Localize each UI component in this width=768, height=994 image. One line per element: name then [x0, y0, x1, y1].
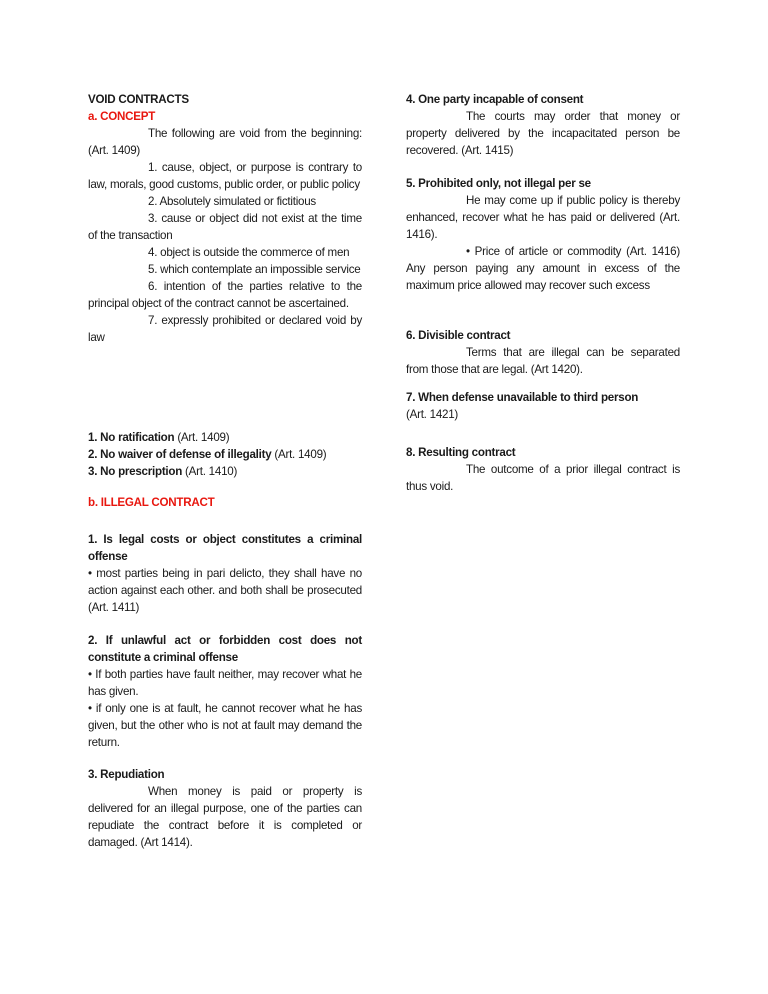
doc-title: VOID CONTRACTS: [88, 93, 189, 106]
concept-item: 1. cause, object, or purpose is contrary to law, morals, good customs, public order, or public policy: [88, 161, 362, 191]
section-ref: (Art. 1421): [406, 408, 459, 421]
section-title: 4. One party incapable of consent: [406, 93, 584, 106]
illegal-section-5: [406, 175, 680, 294]
concept-item: 7. expressly prohibited or declared void by law: [88, 314, 362, 344]
illegal-section-7: [406, 389, 680, 423]
section-title: 3. Repudiation: [88, 768, 165, 781]
concept-item: 4. object is outside the commerce of men: [148, 246, 350, 259]
characteristic-item: 3. No prescription (Art. 1410): [88, 465, 238, 478]
characteristic-item: 1. No ratification (Art. 1409): [88, 431, 230, 444]
section-body: When money is paid or property is delivered for an illegal purpose, one of the parties can repudiate the contract before it is completed or damaged. (Art 1414).: [88, 785, 362, 849]
section-title: 7. When defense unavailable to third person: [406, 391, 639, 404]
characteristic-item: 2. No waiver of defense of illegality (Art. 1409): [88, 448, 327, 461]
section-title: 5. Prohibited only, not illegal per se: [406, 177, 591, 190]
section-title: 2. If unlawful act or forbidden cost does not constitute a criminal offense: [88, 634, 362, 664]
illegal-section-2: [88, 632, 362, 751]
illegal-heading: [88, 494, 362, 511]
illegal-section-3: [88, 766, 362, 851]
concept-item: 6. intention of the parties relative to the principal object of the contract cannot be ascertained.: [88, 280, 362, 310]
section-body: Terms that are illegal can be separated from those that are legal. (Art 1420).: [406, 346, 680, 376]
section-body: • most parties being in pari delicto, they shall have no action against each other. and both shall be prosecuted (Art. 1411): [88, 567, 362, 614]
section-bullet: • if only one is at fault, he cannot recover what he has given, but the other who is not at fault may demand the return.: [88, 702, 362, 749]
concept-item: 2. Absolutely simulated or fictitious: [148, 195, 316, 208]
illegal-section-4: [406, 91, 680, 159]
section-body: The outcome of a prior illegal contract is thus void.: [406, 463, 680, 493]
concept-heading: a. CONCEPT: [88, 110, 156, 123]
section-body: The courts may order that money or property delivered by the incapacitated person be recovered. (Art. 1415): [406, 110, 680, 157]
concept-item: 5. which contemplate an impossible service: [148, 263, 361, 276]
illegal-section-1: [88, 531, 362, 616]
section-title: 8. Resulting contract: [406, 446, 516, 459]
section-bullet: • If both parties have fault neither, may recover what he has given.: [88, 668, 362, 698]
illegal-section-6: [406, 327, 680, 378]
concept-section: [88, 91, 362, 346]
concept-item: 3. cause or object did not exist at the time of the transaction: [88, 212, 362, 242]
section-title: 1. Is legal costs or object constitutes a criminal offense: [88, 533, 362, 563]
section-bullet: • Price of article or commodity (Art. 1416) Any person paying any amount in excess of the maximum price allowed may recover such excess: [406, 245, 680, 292]
section-body: He may come up if public policy is thereby enhanced, recover what he has paid or delivered (Art. 1416).: [406, 194, 680, 241]
characteristics-list: [88, 429, 362, 480]
illegal-section-8: [406, 444, 680, 495]
section-title: 6. Divisible contract: [406, 329, 511, 342]
illegal-contract-heading: b. ILLEGAL CONTRACT: [88, 496, 215, 509]
concept-intro: The following are void from the beginning: (Art. 1409): [88, 127, 362, 157]
